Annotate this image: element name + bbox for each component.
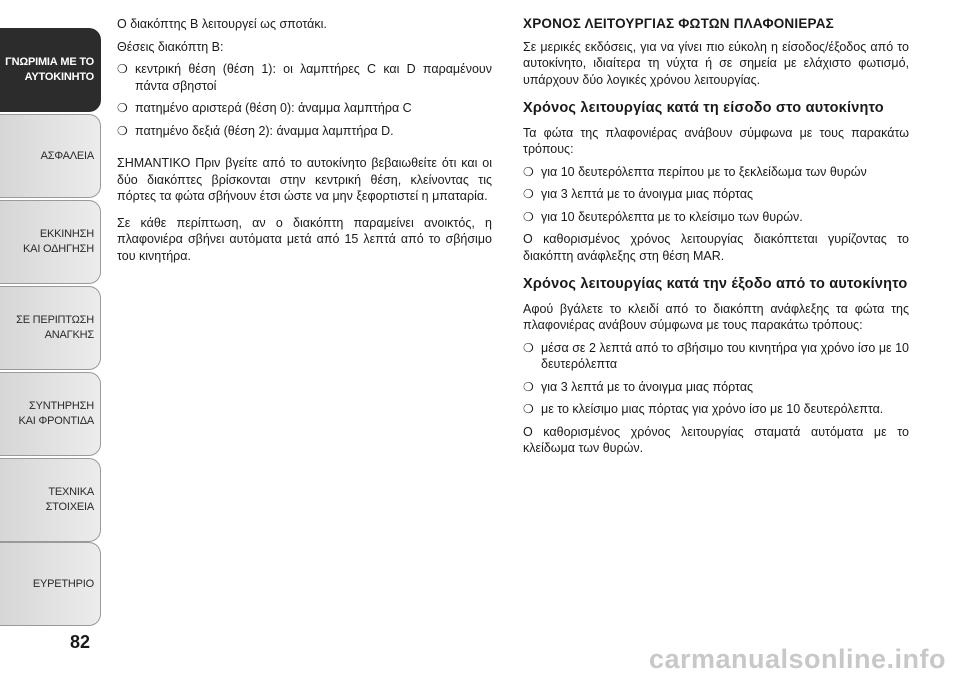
bullet-icon: ❍ [523,379,534,394]
exit-subheading: Χρόνος λειτουργίας κατά την έξοδο από το αυτοκίνητο [523,276,908,292]
tab-safety[interactable] [0,114,101,198]
list-item: ❍ για 10 δευτερόλεπτα περίπου με το ξεκλείδωμα των θυρών [523,164,867,179]
bullet-icon: ❍ [523,187,534,201]
tab-label: ΤΕΧΝΙΚΑ ΣΤΟΙΧΕΙΑ [45,486,94,513]
bullet-icon: ❍ [523,402,534,416]
list-item: ❍ με το κλείσιμο μιας πόρτας για χρόνο ίσο με 10 δευτερόλεπτα. [523,402,884,416]
section-heading: ΧΡΟΝΟΣ ΛΕΙΤΟΥΡΓΙΑΣ ΦΩΤΩΝ ΠΛΑΦΟΝΙΕΡΑΣ [523,16,834,31]
bullet-icon: ❍ [523,209,534,224]
tab-emergency[interactable] [0,286,101,370]
positions-title: Θέσεις διακόπτη B: [117,39,224,54]
tab-getting-to-know[interactable] [0,28,101,112]
list-item: ❍ πατημένο αριστερά (θέση 0): άναμμα λαμπτήρα C [117,101,412,115]
bullet-icon: ❍ [523,164,534,179]
intro-text: Ο διακόπτης B λειτουργεί ως σποτάκι. [117,17,327,31]
bullet-icon: ❍ [117,101,128,115]
tab-label: ΕΚΚΙΝΗΣΗ ΚΑΙ ΟΔΗΓΗΣΗ [23,228,94,255]
page-number: 82 [70,632,91,652]
left-column [117,16,492,264]
bullet-icon: ❍ [117,123,128,138]
tab-maintenance[interactable] [0,372,101,456]
list-item: ❍ για 3 λεπτά με το άνοιγμα μιας πόρτας [523,187,754,201]
tab-label: ΓΝΩΡΙΜΙΑ ΜΕ ΤΟ ΑΥΤΟΚΙΝΗΤΟ [5,56,94,83]
important-note: ΣΗΜΑΝΤΙΚΟ Πριν βγείτε από το αυτοκίνητο βεβαιωθείτε ότι και οι δύο διακόπτες βρίσκονται στην κεντρική θέση, κλείνοντας τις πόρτες τα φώτα σβήνουν έτσι ώστε να μην ξεφορτιστεί η μπαταρία. [117,156,492,203]
list-item: ❍ πατημένο δεξιά (θέση 2): άναμμα λαμπτήρα D. [117,123,394,138]
tab-starting-driving[interactable] [0,200,101,284]
list-item: ❍ μέσα σε 2 λεπτά από το σβήσιμο του κινητήρα για χρόνο ίσο με 10 δευτερόλεπτα [523,340,909,371]
tab-technical-data[interactable] [0,458,101,542]
exit-list [523,340,909,418]
section-intro: Σε μερικές εκδόσεις, για να γίνει πιο εύκολη η είσοδος/έξοδος από το αυτοκίνητο, ιδιαίτερα τη νύχτα ή σε σημεία με ελάχιστο φωτισμό, υπάρχουν δύο λογικές χρόνου λειτουργίας. [523,39,909,87]
exit-intro: Αφού βγάλετε το κλειδί από το διακόπτη ανάφλεξης τα φώτα της πλαφονιέρας ανάβουν σύμφωνα με τους παρακάτω τρόπους: [523,301,909,332]
tab-label: ΣΥΝΤΗΡΗΣΗ ΚΑΙ ΦΡΟΝΤΙΔΑ [18,400,94,427]
tab-label: ΕΥΡΕΤΗΡΙΟ [32,577,94,590]
entry-intro: Τα φώτα της πλαφονιέρας ανάβουν σύμφωνα με τους παρακάτω τρόπους: [523,125,909,156]
right-column [523,16,909,457]
watermark: carmanualsonline.info [648,644,946,674]
entry-subheading: Χρόνος λειτουργίας κατά τη είσοδο στο αυτοκίνητο [523,100,884,116]
tab-label: ΑΣΦΑΛΕΙΑ [40,149,94,162]
entry-outro: Ο καθορισμένος χρόνος λειτουργίας διακόπτεται γυρίζοντας το διακόπτη ανάφλεξης στη θέση MAR. [523,232,909,263]
auto-off-note: Σε κάθε περίπτωση, αν ο διακόπτη παραμείνει ανοικτός, η πλαφονιέρα σβήνει αυτόματα μετά από 15 λεπτά από το σβήσιμο του κινητήρα. [117,215,492,263]
bullet-icon: ❍ [523,340,534,355]
tab-index[interactable] [0,542,101,626]
tab-label: ΣΕ ΠΕΡΙΠΤΩΣΗ ΑΝΑΓΚΗΣ [16,314,94,341]
list-item: ❍ για 3 λεπτά με το άνοιγμα μιας πόρτας [523,379,754,394]
exit-outro: Ο καθορισμένος χρόνος λειτουργίας σταματά αυτόματα με το κλείδωμα των θυρών. [523,424,909,455]
entry-list [523,164,909,226]
bullet-icon: ❍ [117,62,128,76]
list-item: ❍ κεντρική θέση (θέση 1): οι λαμπτήρες C και D παραμένουν πάντα σβηστοί [117,62,492,93]
list-item: ❍ για 10 δευτερόλεπτα με το κλείσιμο των θυρών. [523,209,803,224]
positions-list [117,61,492,139]
